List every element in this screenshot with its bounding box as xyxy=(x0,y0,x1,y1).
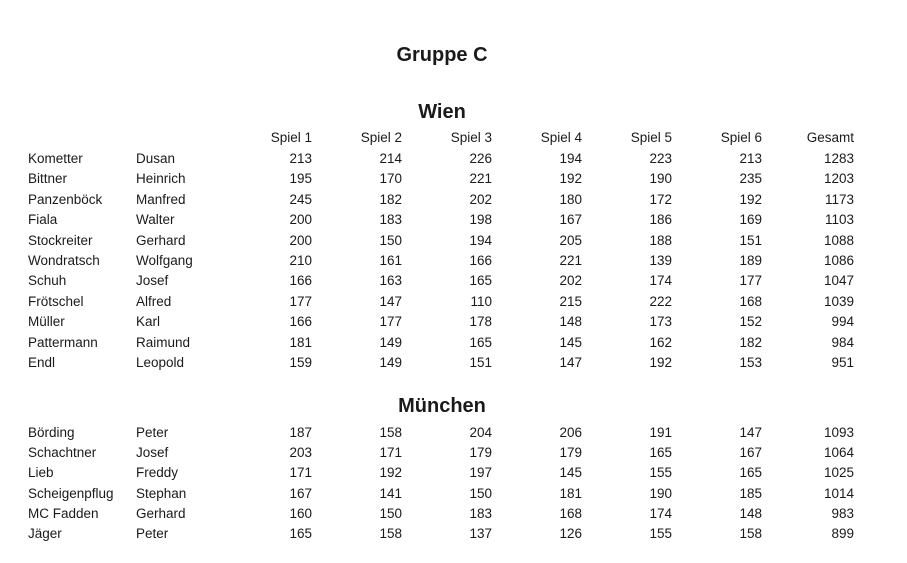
game-score: 166 xyxy=(289,273,312,289)
game-score: 174 xyxy=(649,505,672,521)
column-header: Spiel 6 xyxy=(720,130,762,145)
total-score: 1014 xyxy=(823,485,854,501)
game-score: 235 xyxy=(739,171,762,187)
game-score: 177 xyxy=(739,273,762,289)
table-row xyxy=(0,190,907,210)
column-header: Spiel 2 xyxy=(360,130,402,145)
game-score: 166 xyxy=(469,253,492,268)
player-last-name: Pattermann xyxy=(28,334,98,350)
game-score: 155 xyxy=(649,465,672,481)
game-score: 147 xyxy=(379,293,402,309)
game-score: 149 xyxy=(379,334,402,350)
game-score: 186 xyxy=(649,212,672,228)
total-score: 1173 xyxy=(824,191,854,207)
game-score: 158 xyxy=(379,425,402,440)
game-score: 214 xyxy=(379,151,402,166)
total-score: 1086 xyxy=(823,253,854,268)
table-row xyxy=(0,169,907,189)
total-score: 1025 xyxy=(823,465,854,481)
game-score: 161 xyxy=(379,253,402,268)
player-first-name: Leopold xyxy=(136,355,185,370)
player-first-name: Gerhard xyxy=(136,505,186,521)
section-title-muenchen: München xyxy=(398,395,486,417)
table-row xyxy=(0,292,907,312)
game-score: 206 xyxy=(559,425,582,440)
total-score: 984 xyxy=(831,334,854,350)
game-score: 170 xyxy=(379,171,402,187)
game-score: 167 xyxy=(739,445,762,461)
game-score: 171 xyxy=(379,445,402,461)
game-score: 141 xyxy=(379,485,402,501)
game-score: 177 xyxy=(289,293,312,309)
player-last-name: Börding xyxy=(28,425,75,440)
game-score: 145 xyxy=(559,334,582,350)
player-last-name: Kometter xyxy=(28,151,83,166)
game-score: 148 xyxy=(739,505,762,521)
player-last-name: Endl xyxy=(28,355,56,370)
game-score: 155 xyxy=(649,526,672,541)
player-first-name: Freddy xyxy=(136,465,179,481)
game-score: 195 xyxy=(289,171,312,187)
game-score: 200 xyxy=(289,212,312,228)
player-last-name: Frötschel xyxy=(28,293,84,309)
table-row xyxy=(0,524,907,544)
game-score: 137 xyxy=(469,526,492,541)
game-score: 165 xyxy=(469,273,492,289)
game-score: 179 xyxy=(559,445,582,461)
game-score: 162 xyxy=(649,334,672,350)
player-last-name: MC Fadden xyxy=(28,505,99,521)
column-header: Spiel 5 xyxy=(630,130,672,145)
game-score: 202 xyxy=(559,273,582,289)
game-score: 210 xyxy=(289,253,312,268)
game-score: 169 xyxy=(739,212,762,228)
game-score: 200 xyxy=(289,232,312,248)
player-last-name: Fiala xyxy=(28,212,58,228)
table-row xyxy=(0,149,907,169)
game-score: 245 xyxy=(289,191,312,207)
player-first-name: Alfred xyxy=(136,293,172,309)
table-row xyxy=(0,504,907,524)
player-last-name: Scheigenpflug xyxy=(28,485,114,501)
game-score: 187 xyxy=(289,425,312,440)
game-score: 192 xyxy=(559,171,582,187)
player-last-name: Stockreiter xyxy=(28,232,93,248)
game-score: 223 xyxy=(649,151,672,166)
table-row xyxy=(0,353,907,373)
game-score: 194 xyxy=(559,151,582,166)
player-last-name: Jäger xyxy=(28,526,62,541)
game-score: 160 xyxy=(289,505,312,521)
total-score: 994 xyxy=(831,314,854,330)
player-first-name: Stephan xyxy=(136,485,187,501)
game-score: 171 xyxy=(289,465,312,481)
game-score: 147 xyxy=(559,355,582,370)
total-score: 983 xyxy=(831,505,854,521)
game-score: 202 xyxy=(469,191,492,207)
game-score: 183 xyxy=(469,505,492,521)
game-score: 192 xyxy=(379,465,402,481)
game-score: 165 xyxy=(469,334,492,350)
table-row xyxy=(0,271,907,291)
game-score: 126 xyxy=(559,526,582,541)
game-score: 167 xyxy=(559,212,582,228)
game-score: 183 xyxy=(379,212,402,228)
player-first-name: Manfred xyxy=(136,191,186,207)
game-score: 213 xyxy=(289,151,312,166)
player-first-name: Peter xyxy=(136,526,169,541)
player-first-name: Karl xyxy=(136,314,161,330)
player-first-name: Josef xyxy=(136,445,169,461)
game-score: 221 xyxy=(469,171,492,187)
game-score: 139 xyxy=(649,253,672,268)
player-last-name: Wondratsch xyxy=(28,253,100,268)
game-score: 110 xyxy=(470,293,492,309)
game-score: 147 xyxy=(739,425,762,440)
game-score: 150 xyxy=(469,485,492,501)
game-score: 173 xyxy=(649,314,672,330)
column-header: Gesamt xyxy=(806,130,854,145)
game-score: 163 xyxy=(379,273,402,289)
player-last-name: Schachtner xyxy=(28,445,97,461)
table-row xyxy=(0,484,907,504)
game-score: 204 xyxy=(469,425,492,440)
game-score: 165 xyxy=(289,526,312,541)
game-score: 151 xyxy=(739,232,762,248)
game-score: 158 xyxy=(739,526,762,541)
game-score: 145 xyxy=(559,465,582,481)
section-title-wien: Wien xyxy=(418,101,466,123)
table-header xyxy=(0,128,907,148)
total-score: 951 xyxy=(831,355,854,370)
game-score: 190 xyxy=(649,485,672,501)
game-score: 192 xyxy=(649,355,672,370)
game-score: 158 xyxy=(379,526,402,541)
game-score: 188 xyxy=(649,232,672,248)
player-first-name: Heinrich xyxy=(136,171,186,187)
table-row xyxy=(0,423,907,443)
game-score: 152 xyxy=(739,314,762,330)
game-score: 205 xyxy=(559,232,582,248)
player-last-name: Panzenböck xyxy=(28,191,103,207)
game-score: 197 xyxy=(469,465,492,481)
total-score: 1203 xyxy=(823,171,854,187)
game-score: 226 xyxy=(469,151,492,166)
player-first-name: Raimund xyxy=(136,334,191,350)
game-score: 178 xyxy=(469,314,492,330)
game-score: 167 xyxy=(289,485,312,501)
game-score: 191 xyxy=(649,425,672,440)
player-first-name: Dusan xyxy=(136,151,176,166)
game-score: 165 xyxy=(649,445,672,461)
column-header: Spiel 3 xyxy=(450,130,492,145)
game-score: 168 xyxy=(739,293,762,309)
game-score: 174 xyxy=(649,273,672,289)
page-title: Gruppe C xyxy=(396,44,488,66)
game-score: 172 xyxy=(649,191,672,207)
game-score: 166 xyxy=(289,314,312,330)
game-score: 192 xyxy=(739,191,762,207)
player-first-name: Wolfgang xyxy=(136,253,193,268)
total-score: 1064 xyxy=(823,445,854,461)
table-row xyxy=(0,231,907,251)
total-score: 1047 xyxy=(823,273,854,289)
column-header: Spiel 1 xyxy=(270,130,312,145)
game-score: 151 xyxy=(469,355,492,370)
player-last-name: Bittner xyxy=(28,171,68,187)
game-score: 168 xyxy=(559,505,582,521)
game-score: 182 xyxy=(739,334,762,350)
table-row xyxy=(0,210,907,230)
game-score: 179 xyxy=(469,445,492,461)
player-last-name: Schuh xyxy=(28,273,67,289)
table-row xyxy=(0,443,907,463)
total-score: 1039 xyxy=(823,293,854,309)
game-score: 150 xyxy=(379,505,402,521)
game-score: 159 xyxy=(289,355,312,370)
table-row xyxy=(0,463,907,483)
player-last-name: Müller xyxy=(28,314,65,330)
total-score: 1283 xyxy=(823,151,854,166)
game-score: 203 xyxy=(289,445,312,461)
game-score: 148 xyxy=(559,314,582,330)
game-score: 215 xyxy=(559,293,582,309)
table-row xyxy=(0,312,907,332)
player-first-name: Peter xyxy=(136,425,169,440)
total-score: 899 xyxy=(831,526,854,541)
game-score: 182 xyxy=(379,191,402,207)
column-header: Spiel 4 xyxy=(540,130,582,145)
game-score: 222 xyxy=(649,293,672,309)
table-row xyxy=(0,251,907,271)
game-score: 165 xyxy=(739,465,762,481)
game-score: 198 xyxy=(469,212,492,228)
game-score: 213 xyxy=(739,151,762,166)
total-score: 1088 xyxy=(823,232,854,248)
total-score: 1093 xyxy=(823,425,854,440)
game-score: 149 xyxy=(379,355,402,370)
player-first-name: Gerhard xyxy=(136,232,186,248)
game-score: 180 xyxy=(559,191,582,207)
game-score: 150 xyxy=(379,232,402,248)
game-score: 194 xyxy=(469,232,492,248)
game-score: 190 xyxy=(649,171,672,187)
game-score: 221 xyxy=(559,253,582,268)
table-row xyxy=(0,333,907,353)
game-score: 181 xyxy=(289,334,312,350)
game-score: 181 xyxy=(559,485,582,501)
game-score: 177 xyxy=(379,314,402,330)
total-score: 1103 xyxy=(824,212,854,228)
player-last-name: Lieb xyxy=(28,465,54,481)
game-score: 189 xyxy=(739,253,762,268)
player-first-name: Josef xyxy=(136,273,169,289)
player-first-name: Walter xyxy=(136,212,175,228)
game-score: 153 xyxy=(739,355,762,370)
game-score: 185 xyxy=(739,485,762,501)
